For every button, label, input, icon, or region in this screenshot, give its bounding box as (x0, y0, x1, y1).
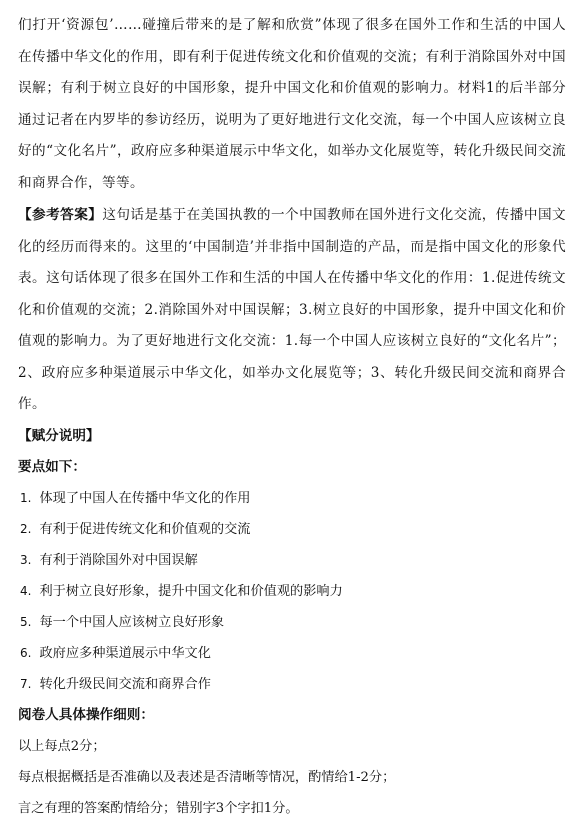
scoring-point (18, 576, 566, 607)
scoring-point (18, 607, 566, 638)
point-number: 7. (20, 676, 32, 691)
point-number: 2. (20, 521, 32, 536)
scoring-point (18, 669, 566, 700)
rule-line: 每点根据概括是否准确以及表述是否清晰等情况，酌情给1-2分； (18, 769, 396, 785)
scoring-point (18, 638, 566, 669)
point-number: 1. (20, 490, 32, 505)
point-number: 6. (20, 645, 32, 660)
point-number: 3. (20, 552, 32, 567)
point-text: 转化升级民间交流和商界合作 (39, 676, 211, 692)
rule-line: 言之有理的答案酌情给分；错别字3个字扣1分。 (18, 800, 299, 816)
point-text: 体现了中国人在传播中华文化的作用 (39, 490, 251, 506)
reference-answer-paragraph (18, 200, 566, 421)
point-number: 5. (20, 614, 32, 629)
scoring-point (18, 483, 566, 514)
rule-line: 以上每点2分； (18, 738, 106, 754)
reference-answer-label: 【参考答案】 (18, 207, 103, 223)
point-text: 每一个中国人应该树立良好形象 (39, 614, 225, 630)
scoring-point (18, 514, 566, 545)
points-heading: 要点如下： (18, 458, 86, 475)
scoring-point (18, 545, 566, 576)
rules-heading: 阅卷人具体操作细则： (18, 706, 154, 723)
point-text: 政府应多种渠道展示中华文化 (39, 645, 211, 661)
point-text: 利于树立良好形象，提升中国文化和价值观的影响力 (39, 583, 343, 599)
point-text: 有利于促进传统文化和价值观的交流 (39, 521, 251, 537)
point-text: 有利于消除国外对中国误解 (39, 552, 198, 568)
point-number: 4. (20, 583, 32, 598)
scoring-heading: 【赋分说明】 (18, 427, 100, 444)
reference-answer-text: 这句话是基于在美国执教的一个中国教师在国外进行文化交流，传播中国文化的经历而得来的。这里的‘中国制造’并非指中国制造的产品，而是指中国文化的形象代表。这句话体现了很多在国外工作和生活的中国人在传播中华文化的作用：1.促进传统文化和价值观的交流；2.消除国外对中国误解；3.树立良好的中国形象，提升中国文化和价值观的影响力。为了更好地进行文化交流：1.每一个中国人应该树立良好的“文化名片”；2、政府应多种渠道展示中华文化，如举办文化展览等；3、转化升级民间交流和商界合作。 (18, 207, 567, 412)
scoring-points-list (18, 483, 566, 700)
analysis-paragraph: 们打开‘资源包’……碰撞后带来的是了解和欣赏”体现了很多在国外工作和生活的中国人在传播中华文化的作用，即有利于促进传统文化和价值观的交流；有利于消除国外对中国误解；有利于树立良好的中国形象，提升中国文化和价值观的影响力。材料1的后半部分通过记者在内罗毕的参访经历，说明为了更好地进行文化交流，每一个中国人应该树立良好的“文化名片”，政府应多种渠道展示中华文化，如举办文化展览等，转化升级民间交流和商界合作，等等。 (18, 17, 566, 191)
